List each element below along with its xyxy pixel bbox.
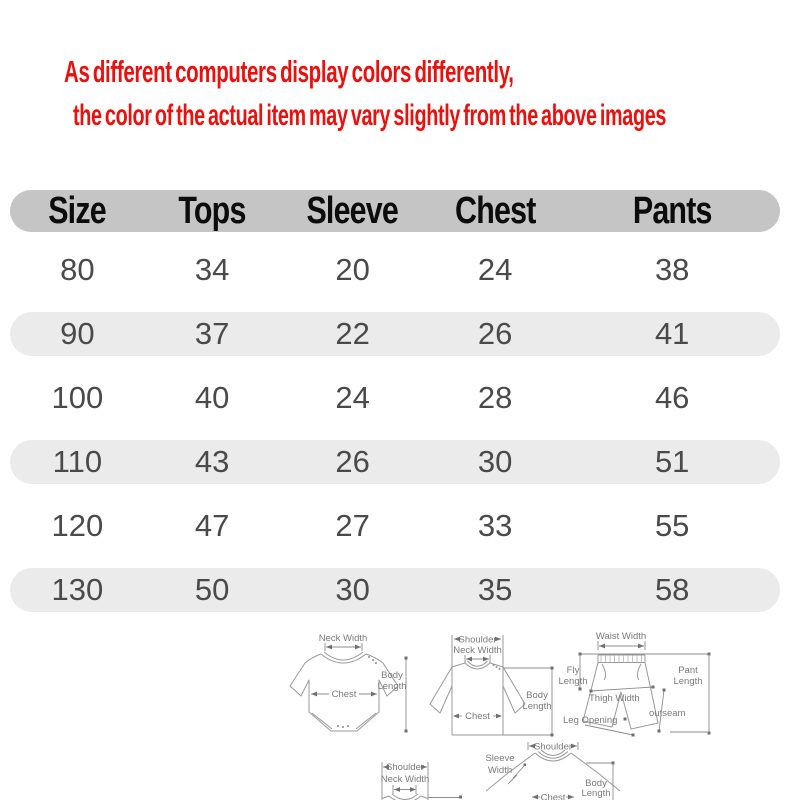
column-header-sleeve: Sleeve <box>306 190 399 232</box>
label-leg-opening: Leg Opening <box>563 715 618 726</box>
table-cell: 33 <box>477 508 513 543</box>
table-cell: 41 <box>654 316 690 351</box>
label-pant-length: Pant <box>678 665 698 676</box>
label-fly-length: Fly <box>566 665 580 676</box>
table-cell: 35 <box>477 572 513 607</box>
table-cell: 58 <box>654 572 690 607</box>
bodysuit-diagram <box>285 628 413 746</box>
table-cell: 34 <box>194 252 230 287</box>
size-chart-body <box>10 248 780 612</box>
column-header-size: Size <box>48 190 107 232</box>
table-cell: 43 <box>194 444 230 479</box>
shirt-front-diagram <box>315 752 480 800</box>
label-waist-width: Waist Width <box>595 631 647 642</box>
table-cell: 55 <box>654 508 690 543</box>
label-neck-width: Neck Width <box>318 633 368 644</box>
table-cell: 80 <box>60 252 95 287</box>
table-cell: 40 <box>194 380 230 415</box>
label-shoulder: Shoulder <box>458 634 497 646</box>
shorts-diagram <box>555 628 740 758</box>
table-cell: 28 <box>477 380 513 415</box>
label-chest: Chest <box>465 711 490 722</box>
color-disclaimer-line2: the color of the actual item may vary slightly from the above images <box>73 99 667 132</box>
label-body-length: Body <box>585 778 607 789</box>
label-thigh-width: Thigh Width <box>589 693 640 704</box>
label-outseam: outseam <box>649 708 686 719</box>
label-neck-width: Neck Width <box>453 645 502 656</box>
label-body-length: Length <box>581 788 611 799</box>
label-body-length: Length <box>377 681 407 692</box>
size-chart <box>10 190 780 632</box>
label-shoulder: Shoulder <box>385 762 425 773</box>
tshirt-diagram <box>425 626 560 754</box>
size-chart-header-row <box>10 190 780 232</box>
label-fly-length: Length <box>558 676 588 687</box>
measurement-diagrams <box>280 622 800 800</box>
table-cell: 30 <box>477 444 513 479</box>
column-header-pants: Pants <box>632 190 712 232</box>
label-pant-length: Length <box>673 676 703 687</box>
table-cell: 100 <box>51 380 104 415</box>
table-row <box>10 504 780 548</box>
label-body-length: Body <box>381 670 403 681</box>
label-sleeve-width: Width <box>487 765 513 776</box>
table-cell: 110 <box>52 444 103 479</box>
table-cell: 51 <box>654 444 690 479</box>
table-cell: 26 <box>335 444 370 479</box>
table-cell: 46 <box>654 380 690 415</box>
table-cell: 30 <box>335 572 370 607</box>
label-chest: Chest <box>331 689 357 700</box>
label-body-length: Length <box>522 701 552 712</box>
table-cell: 26 <box>477 316 513 351</box>
raglan-shirt-diagram <box>480 742 665 800</box>
table-cell: 90 <box>60 316 95 351</box>
table-cell: 50 <box>194 572 230 607</box>
table-row <box>10 568 780 612</box>
table-row <box>10 248 780 292</box>
label-sleeve-width: Sleeve <box>485 753 515 764</box>
label-neck-width: Neck Width <box>380 774 430 785</box>
table-row <box>10 440 780 484</box>
label-body-length: Body <box>526 690 548 701</box>
table-row <box>10 376 780 420</box>
table-cell: 20 <box>335 252 370 287</box>
column-header-chest: Chest <box>454 190 536 232</box>
table-cell: 22 <box>335 316 370 351</box>
table-cell: 37 <box>194 316 230 351</box>
table-cell: 47 <box>194 508 230 543</box>
label-shoulder: Shoulder <box>533 742 573 753</box>
table-cell: 24 <box>477 252 513 287</box>
table-cell: 24 <box>335 380 370 415</box>
label-chest: Chest <box>540 792 566 800</box>
column-header-tops: Tops <box>178 190 246 232</box>
color-disclaimer-line1: As different computers display colors differently, <box>64 54 514 89</box>
table-cell: 120 <box>51 508 104 543</box>
table-cell: 38 <box>654 252 690 287</box>
table-cell: 27 <box>335 508 370 543</box>
table-row <box>10 312 780 356</box>
table-cell: 130 <box>51 572 104 607</box>
